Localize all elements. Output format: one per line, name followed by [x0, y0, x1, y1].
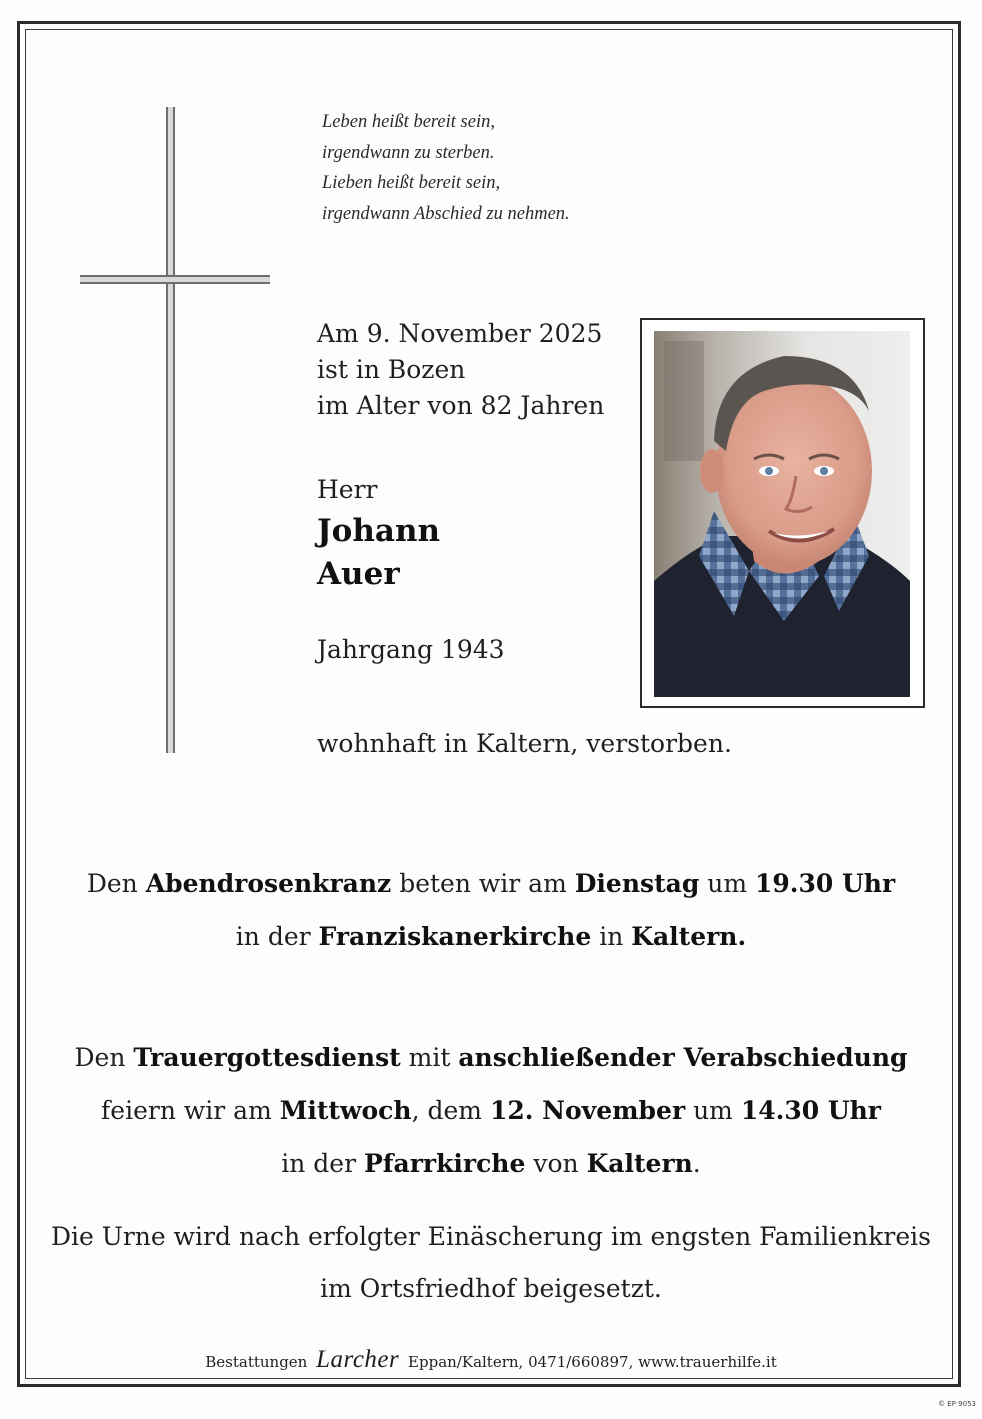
urn-info	[30, 1211, 952, 1315]
residence: wohnhaft in Kaltern, verstorben.	[317, 729, 732, 758]
text: Den	[74, 1043, 134, 1072]
text: in der	[281, 1149, 364, 1178]
text: Den	[86, 869, 146, 898]
quote-line: irgendwann Abschied zu nehmen.	[322, 203, 570, 224]
mass-day: Mittwoch	[279, 1096, 412, 1125]
mass-date: 12. November	[489, 1096, 686, 1125]
mass-line-1	[30, 1031, 952, 1084]
cross-icon-horizontal-beam	[80, 275, 270, 284]
urn-line-2: im Ortsfriedhof beigesetzt.	[320, 1274, 662, 1303]
rosary-day: Dienstag	[574, 869, 700, 898]
rosary-town: Kaltern.	[631, 922, 747, 951]
deceased-name	[317, 510, 440, 596]
text: von	[525, 1149, 587, 1178]
birth-year: Jahrgang 1943	[317, 635, 505, 664]
footer-contact: Eppan/Kaltern, 0471/660897, www.trauerhilfe.it	[408, 1353, 777, 1371]
death-announcement	[317, 316, 627, 424]
rosary-line-1	[30, 857, 952, 910]
funeral-home-logo: Larcher	[316, 1346, 400, 1373]
rosary-info	[30, 857, 952, 963]
text: feiern wir am	[101, 1096, 280, 1125]
memorial-quote	[322, 107, 722, 229]
text: , dem	[411, 1096, 490, 1125]
text: um	[685, 1096, 741, 1125]
footer-prefix: Bestattungen	[205, 1353, 308, 1371]
quote-line: Lieben heißt bereit sein,	[322, 173, 501, 193]
mass-town: Kaltern	[586, 1149, 693, 1178]
mass-church: Pfarrkirche	[364, 1149, 526, 1178]
rosary-church: Franziskanerkirche	[318, 922, 592, 951]
death-age: im Alter von 82 Jahren	[317, 391, 605, 420]
rosary-line-2	[30, 910, 952, 963]
mass-label: Trauergottesdienst	[133, 1043, 401, 1072]
rosary-label: Abendrosenkranz	[145, 869, 392, 898]
text: beten wir am	[391, 869, 575, 898]
funeral-home-footer	[30, 1346, 952, 1374]
salutation: Herr	[317, 475, 378, 504]
text: mit	[400, 1043, 459, 1072]
text: in der	[235, 922, 319, 951]
death-place: ist in Bozen	[317, 355, 466, 384]
cross-icon-vertical-beam	[166, 107, 175, 753]
print-code: © EP 9053	[938, 1400, 976, 1408]
urn-line-1: Die Urne wird nach erfolgter Einäscherung im engsten Familienkreis	[51, 1222, 931, 1251]
text: .	[692, 1149, 701, 1178]
farewell-label: anschließender Verabschiedung	[458, 1043, 908, 1072]
last-name: Auer	[317, 556, 400, 592]
first-name: Johann	[317, 513, 441, 549]
mass-time: 14.30 Uhr	[740, 1096, 881, 1125]
text: in	[591, 922, 632, 951]
quote-line: irgendwann zu sterben.	[322, 142, 495, 163]
text: um	[699, 869, 755, 898]
quote-line: Leben heißt bereit sein,	[322, 112, 495, 132]
death-date: Am 9. November 2025	[317, 319, 603, 348]
portrait-photo	[654, 331, 910, 697]
mass-line-2	[30, 1084, 952, 1137]
rosary-time: 19.30 Uhr	[755, 869, 896, 898]
mass-line-3	[30, 1137, 952, 1190]
funeral-mass-info	[30, 1031, 952, 1190]
